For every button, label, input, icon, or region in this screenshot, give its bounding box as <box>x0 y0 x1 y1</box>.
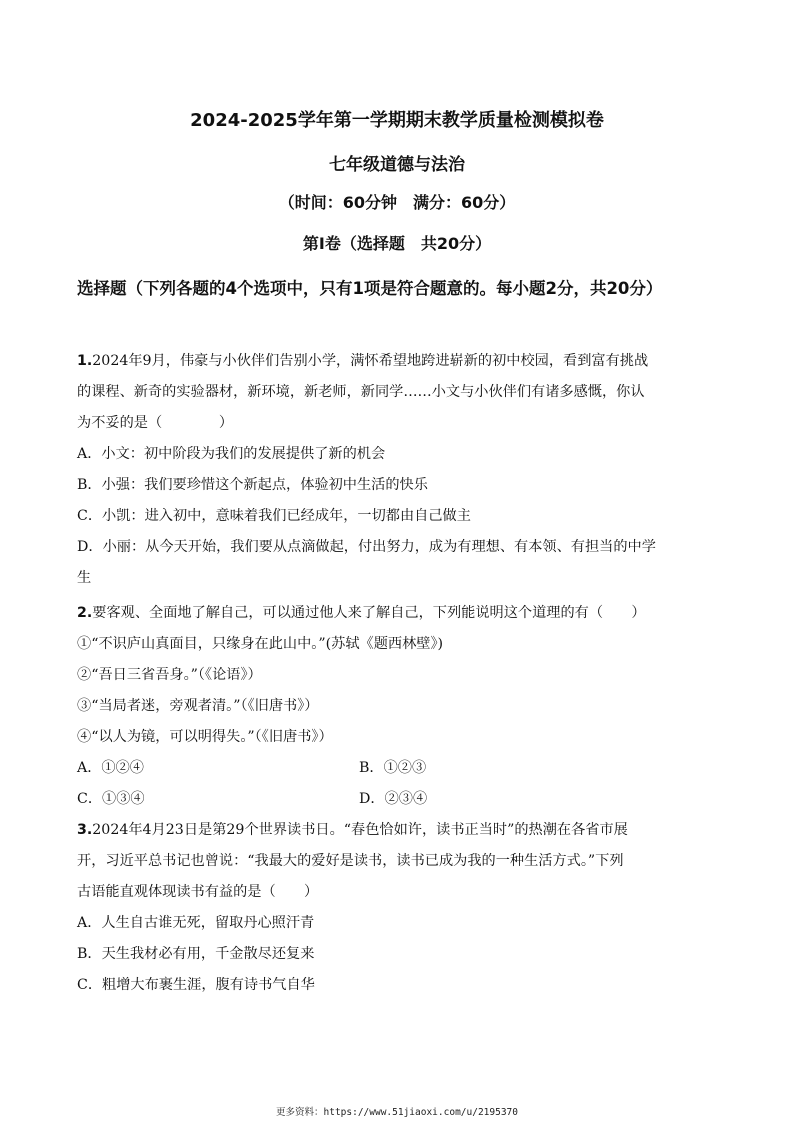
question-2-option-d: D．②③④ <box>359 791 428 807</box>
question-2-option-row <box>77 784 717 815</box>
question-3-option-c: C．粗增大布裹生涯，腹有诗书气自华 <box>77 977 315 993</box>
footer-source-link[interactable]: 更多资料：https://www.51jiaoxi.com/u/2195370 <box>276 1107 518 1118</box>
question-1-option-a: A．小文：初中阶段为我们的发展提供了新的机会 <box>77 446 386 462</box>
section-instruction: 选择题（下列各题的4个选项中，只有1项是符合题意的。每小题2分，共20分） <box>77 279 663 298</box>
question-2-option-c: C．①③④ <box>77 791 145 807</box>
question-2-option-row <box>77 753 717 784</box>
question-1-stem-text: 2024年9月，伟豪与小伙伴们告别小学，满怀希望地跨进崭新的初中校园，看到富有挑战 <box>92 353 649 369</box>
question-2-option-b: B．①②③ <box>359 760 427 776</box>
question-1-stem-line <box>77 346 717 377</box>
question-3-stem-line <box>77 815 717 846</box>
question-2-item-4: ④“以人为镜，可以明得失。”（《旧唐书》） <box>77 729 333 745</box>
question-1-option-d-cont: 生 <box>77 570 92 586</box>
question-number: 3. <box>77 822 93 838</box>
question-3-stem-line: 古语能直观体现读书有益的是（ ） <box>77 884 319 900</box>
question-2-item-1: ①“不识庐山真面目，只缘身在此山中。”(苏轼《题西林壁》) <box>77 636 444 652</box>
exam-time-info: （时间：60分钟 满分：60分） <box>278 193 516 212</box>
question-2-stem-text: 要客观、全面地了解自己，可以通过他人来了解自己，下列能说明这个道理的有（ ） <box>92 605 646 621</box>
question-number: 1. <box>77 353 93 369</box>
exam-subject: 七年级道德与法治 <box>329 155 465 175</box>
question-1-stem-line: 为不妥的是（ ） <box>77 415 234 431</box>
question-number: 2. <box>77 605 93 621</box>
exam-title: 2024-2025学年第一学期期末教学质量检测模拟卷 <box>190 110 604 131</box>
question-1-option-b: B．小强：我们要珍惜这个新起点，体验初中生活的快乐 <box>77 477 428 493</box>
question-3 <box>77 815 717 1001</box>
question-1-option-d: D．小丽：从今天开始，我们要从点滴做起，付出努力，成为有理想、有本领、有担当的中学 <box>77 539 656 555</box>
question-1-option-c: C．小凯：进入初中，意味着我们已经成年，一切都由自己做主 <box>77 508 471 524</box>
question-2-stem-line <box>77 598 717 629</box>
question-2-item-2: ②“吾日三省吾身。”（《论语》） <box>77 667 262 683</box>
question-3-stem-line: 开，习近平总书记也曾说：“我最大的爱好是读书，读书已成为我的一种生活方式。”下列 <box>77 853 624 869</box>
question-3-option-b: B．天生我材必有用，千金散尽还复来 <box>77 946 315 962</box>
exam-part-heading: 第Ⅰ卷（选择题 共20分） <box>302 234 492 253</box>
question-3-option-a: A．人生自古谁无死，留取丹心照汗青 <box>77 915 315 931</box>
question-2-option-a: A．①②④ <box>77 760 144 776</box>
question-1 <box>77 346 717 594</box>
question-2 <box>77 598 717 815</box>
question-3-stem-text: 2024年4月23日是第29个世界读书日。“春色恰如许，读书正当时”的热潮在各省市展 <box>92 822 628 838</box>
question-1-stem-line: 的课程、新奇的实验器材，新环境，新老师，新同学……小文与小伙伴们有诸多感慨，你认 <box>77 384 645 400</box>
question-2-item-3: ③“当局者迷，旁观者清。”（《旧唐书》） <box>77 698 319 714</box>
